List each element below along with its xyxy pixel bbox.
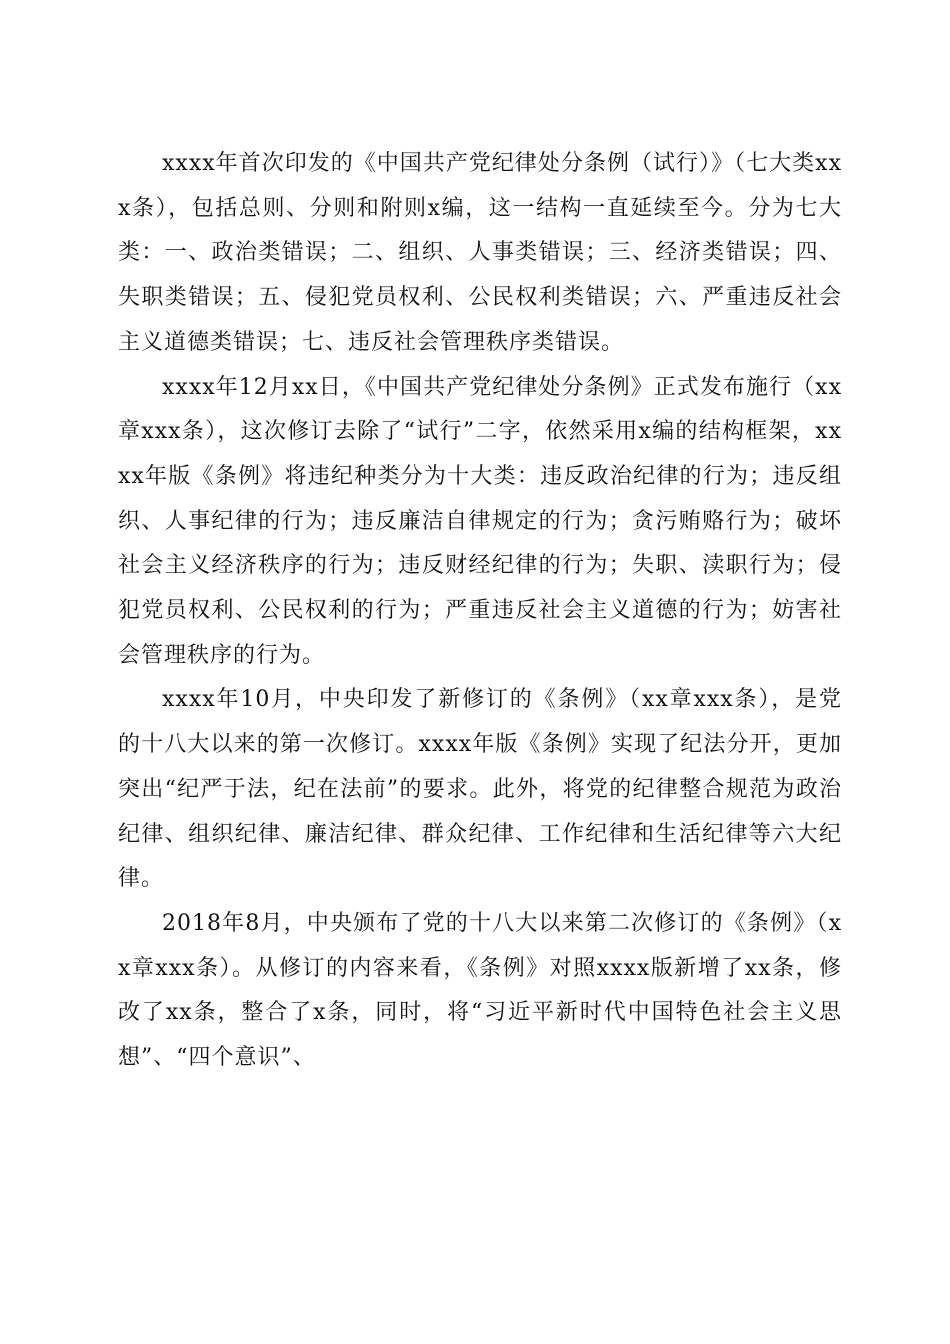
paragraph-1: xxxx年首次印发的《中国共产党纪律处分条例（试行）》（七大类xxx条），包括总则、分则和附则x编，这一结构一直延续至今。分为七大类：一、政治类错误；二、组织、人事类错误；三、经济类错误；四、失职类错误；五、侵犯党员权利、公民权利类错误；六、严重违反社会主义道德类错误；七、违反社会管理秩序类错误。 (118, 151, 842, 355)
paragraph-4: 2018年8月，中央颁布了党的十八大以来第二次修订的《条例》（xx章xxx条）。从修订的内容来看，《条例》对照xxxx版新增了xx条，修改了xx条，整合了x条，同时，将“习近平新时代中国特色社会主义思想”、“四个意识”、 (118, 910, 842, 1071)
paragraph-2: xxxx年12月xx日，《中国共产党纪律处分条例》正式发布施行（xx章xxx条），这次修订去除了“试行”二字，依然采用x编的结构框架，xxxx年版《条例》将违纪种类分为十大类：违反政治纪律的行为；违反组织、人事纪律的行为；违反廉洁自律规定的行为；贪污贿赂行为；破坏社会主义经济秩序的行为；违反财经纪律的行为；失职、渎职行为；侵犯党员权利、公民权利的行为；严重违反社会主义道德的行为；妨害社会管理秩序的行为。 (118, 374, 842, 668)
document-body (118, 142, 842, 1081)
paragraph-3: xxxx年10月，中央印发了新修订的《条例》（xx章xxx条），是党的十八大以来的第一次修订。xxxx年版《条例》实现了纪法分开，更加突出“纪严于法，纪在法前”的要求。此外，将党的纪律整合规范为政治纪律、组织纪律、廉洁纪律、群众纪律、工作纪律和生活纪律等六大纪律。 (118, 687, 842, 892)
